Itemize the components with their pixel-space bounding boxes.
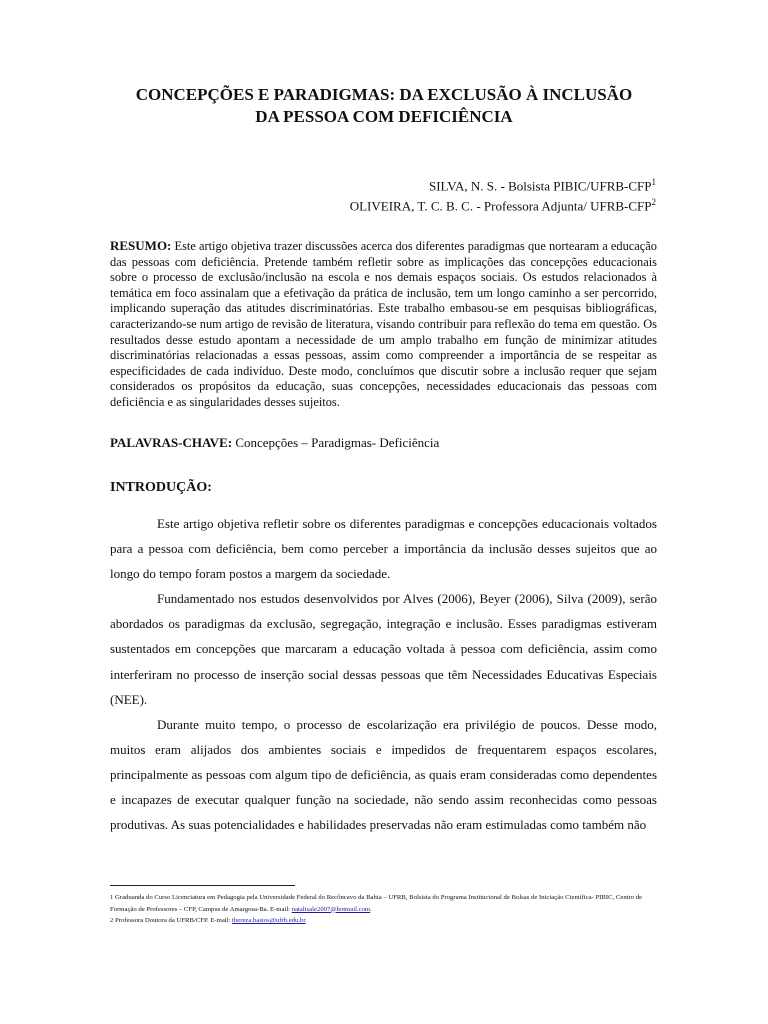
section-heading-introduction: INTRODUÇÃO:	[110, 480, 212, 495]
author-2-name: OLIVEIRA, T. C. B. C. - Professora Adjunta/ UFRB-CFP	[349, 198, 652, 214]
body-paragraph-2: Fundamentado nos estudos desenvolvidos por Alves (2006), Beyer (2006), Silva (2009), serão abordados os paradigmas da exclusão, segregação, integração e inclusão. Esses paradigmas estiveram sustentados em concepções que marcaram a educação voltada à pessoa com deficiência, assim como interferiram no processo de inserção social dessas pessoas que têm Necessidades Educativas Especiais (NEE).	[110, 591, 657, 707]
footnotes	[110, 892, 657, 927]
footnote-2-mark: 2	[110, 917, 114, 924]
footnote-2	[110, 915, 657, 927]
abstract-label: RESUMO:	[110, 238, 172, 253]
footnote-2-text: Professora Doutora da UFRB/CFP. E-mail:	[115, 917, 233, 924]
author-1-name: SILVA, N. S. - Bolsista PIBIC/UFRB-CFP	[428, 178, 652, 194]
footnote-separator	[110, 885, 295, 886]
title-line-1: CONCEPÇÕES E PARADIGMAS: DA EXCLUSÃO À INCLUSÃO	[135, 85, 633, 104]
author-2	[350, 194, 656, 214]
author-2-footnote-mark[interactable]: 2	[651, 197, 656, 208]
footnote-1-email-link[interactable]: natalisale2007@hotmail.com	[291, 905, 371, 913]
abstract	[110, 238, 657, 411]
footnote-1-text: Graduanda do Curso Licenciatura em Pedagogia pela Universidade Federal do Recôncavo da Bahia – UFRB, Bolsista do Programa Institucional de Bolsas de Iniciação Científica- PIBIC, Centro de Formação de Professores – CFP, Campus de Amargosa-Ba. E-mail:	[110, 894, 643, 913]
title-line-2: DA PESSOA COM DEFICIÊNCIA	[255, 107, 513, 126]
body-paragraph-1: Este artigo objetiva refletir sobre os diferentes paradigmas e concepções educacionais voltados para a pessoa com deficiência, bem como perceber a importância da inclusão desses sujeitos que ao longo do tempo foram postos a margem da sociedade.	[110, 516, 657, 582]
keywords-label: PALAVRAS-CHAVE:	[110, 435, 233, 450]
keywords	[110, 434, 657, 451]
keywords-text: Concepções – Paradigmas- Deficiência	[235, 435, 440, 450]
author-1-footnote-mark[interactable]: 1	[651, 177, 656, 187]
footnote-1-mark: 1	[110, 894, 114, 901]
footnote-1	[110, 892, 657, 915]
abstract-text: Este artigo objetiva trazer discussões acerca dos diferentes paradigmas que nortearam a educação das pessoas com deficiência. Pretende também refletir sobre as implicações das concepções educacionais sobre o processo de exclusão/inclusão na escola e nos demais espaços sociais. Os estudos relacionados à temática em foco assinalam que a efetivação da prática de inclusão, tem um longo caminho a ser percorrido, implicando superação das atitudes discriminatórias. Este trabalho embasou-se em pesquisas bibliográficas, caracterizando-se num artigo de revisão de literatura, visando contribuir para reflexão do tema em questão. Os resultados desse estudo apontam a necessidade de um amplo trabalho em função de minimizar atitudes discriminatórias relacionadas a essas pessoas, assim como compreender a importância de se respeitar as especificidades de cada indivíduo. Deste modo, concluímos que discutir sobre a inclusão requer que sejam considerados os propósitos da educação, suas concepções, necessidades educacionais das pessoas com deficiência e as singularidades desses sujeitos.	[110, 239, 657, 409]
body-paragraph-3: Durante muito tempo, o processo de escolarização era privilégio de poucos. Desse modo, muitos eram alijados dos ambientes sociais e impedidos de frequentarem espaços escolares, principalmente as pessoas com algum tipo de deficiência, as quais eram consideradas como dependentes e incapazes de executar qualquer função na sociedade, não sendo assim reconhecidas como pessoas produtivas. As suas potencialidades e habilidades preservadas não eram estimuladas como também não	[110, 716, 657, 833]
author-list	[350, 174, 656, 215]
footnote-2-email-link[interactable]: thereza.bastos@ufrb.edu.br	[232, 917, 306, 924]
introduction-body	[110, 511, 657, 837]
author-1	[350, 174, 656, 194]
paper-title	[100, 84, 668, 128]
footnote-1-after: .	[370, 905, 372, 913]
